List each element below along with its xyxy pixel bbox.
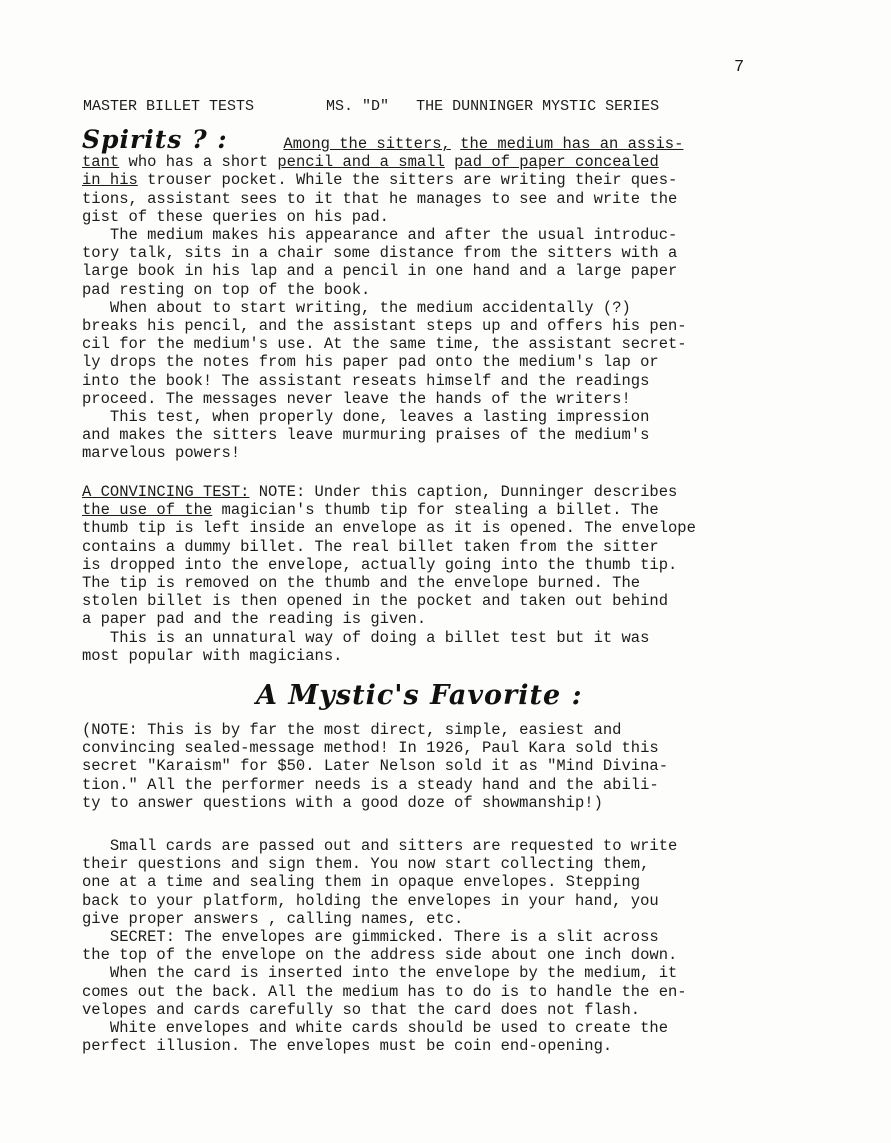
spirits-lead-underlined-b: the medium has an assis- (460, 135, 684, 153)
convincing-line-2 (82, 501, 810, 519)
underlined-in-his: in his (82, 171, 138, 190)
underlined-pencil: pencil and a small (277, 153, 445, 172)
mystics-favorite-note: (NOTE: This is by far the most direct, simple, easiest and convincing sealed-message method! In 1926, Paul Kara sold this secret "Karaism" for $50. Later Nelson sold it as "Mind Divina- tion." All the performer needs is a steady hand and the abili- ty to answer questions with a good doze of showmanship!) (82, 721, 668, 812)
section-mystics-favorite-note (82, 721, 810, 812)
underlined-tant: tant (82, 153, 120, 172)
running-head (83, 98, 823, 115)
section-convincing-test (82, 483, 810, 665)
running-head-left: MASTER BILLET TESTS (83, 98, 255, 115)
convincing-heading-line (82, 483, 810, 501)
spirits-line-2 (82, 153, 810, 171)
running-head-right: THE DUNNINGER MYSTIC SERIES (416, 98, 660, 115)
spirits-line-3 (82, 171, 810, 189)
spirits-text: who has a short (119, 153, 278, 172)
underlined-use-of-the: the use of the (82, 501, 213, 520)
spirits-lead-underlined-a: Among the sitters, (283, 135, 451, 153)
mystics-favorite-title: A Mystic's Favorite : (256, 680, 583, 711)
spirits-text (445, 153, 454, 171)
convincing-test-heading: A CONVINCING TEST: (82, 483, 250, 501)
spirits-script-title: Spirits ? : (82, 125, 228, 154)
convincing-text: magician's thumb tip for stealing a billet. The (212, 501, 659, 520)
convincing-body: thumb tip is left inside an envelope as it is opened. The envelope contains a dummy billet. The real billet taken from the sitter is dropped into the envelope, actually going into the thumb tip. The tip is removed on the thumb and the envelope burned. The stolen billet is then opened in the pocket and taken out behind a paper pad and the reading is given. This is an unnatural way of doing a billet test but it was most popular with magicians. (82, 519, 696, 665)
convincing-note-intro: NOTE: Under this caption, Dunninger describes (249, 483, 678, 501)
page-number: 7 (734, 58, 745, 77)
spirits-body: tions, assistant sees to it that he manages to see and write the gist of these queries on his pad. The medium makes his appearance and after the usual introduc- tory talk, sits in a chair some distance from the sitters with a large book in his lap and a pencil in one hand and a large paper pad resting on top of the book. When about to start writing, the medium accidentally (?) breaks his pencil, and the assistant steps up and offers his pen- cil for the medium's use. At the same time, the assistant secret- ly drops the notes from his paper pad onto the medium's lap or into the book! The assistant reseats himself and the readings proceed. The messages never leave the hands of the writers! This test, when properly done, leaves a lasting impression and makes the sitters leave murmuring praises of the medium's marvelous powers! (82, 189, 687, 463)
section-spirits (82, 125, 810, 463)
section-mystics-favorite-body (82, 837, 810, 1055)
spirits-first-line (82, 125, 810, 154)
mystics-favorite-body: Small cards are passed out and sitters are requested to write their questions and sign them. You now start collecting them, one at a time and sealing them in opaque envelopes. Stepping back to your platform, holding the envelopes in your hand, you give proper answers , calling names, etc. SECRET: The envelopes are gimmicked. There is a slit across the top of the envelope on the address side about one inch down. When the card is inserted into the envelope by the medium, it comes out the back. All the medium has to do is to handle the en- velopes and cards carefully so that the card does not flash. White envelopes and white cards should be used to create the perfect illusion. The envelopes must be coin end-opening. (82, 837, 687, 1056)
running-head-center: MS. "D" (326, 98, 390, 115)
underlined-pad: pad of paper concealed (454, 153, 659, 172)
spirits-text: trouser pocket. While the sitters are writing their ques- (137, 171, 678, 190)
